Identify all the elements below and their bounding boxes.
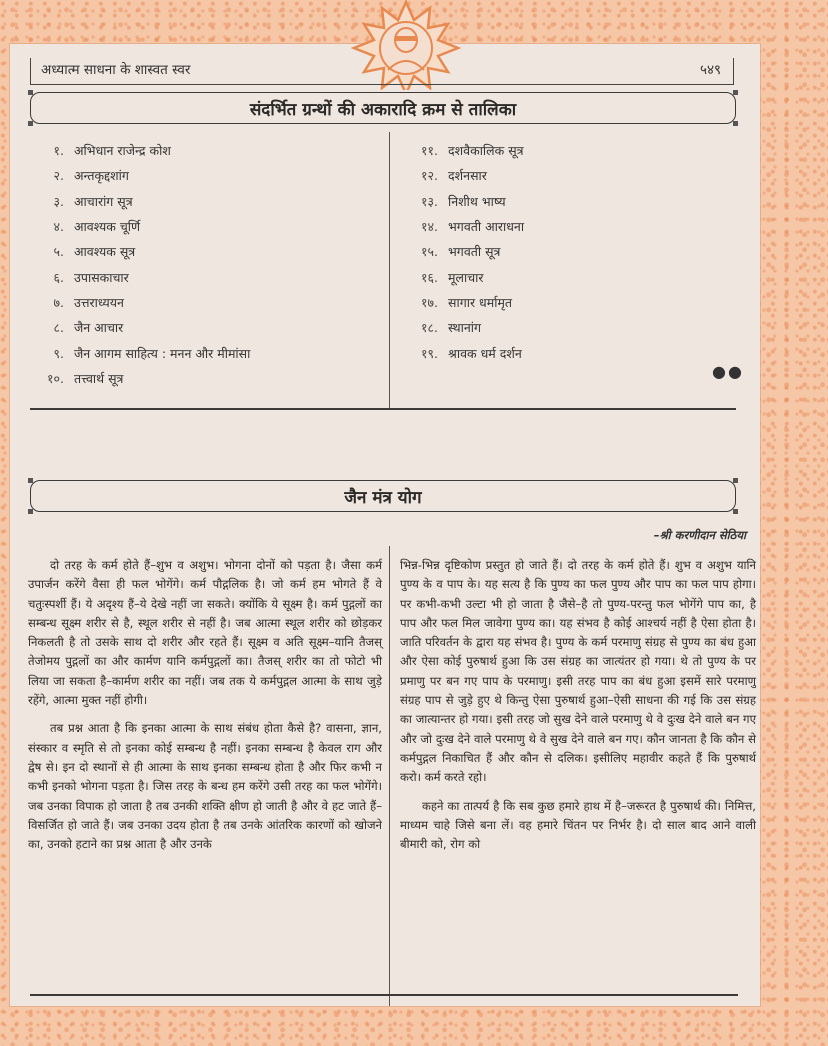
reference-number: १३.: [421, 193, 438, 209]
reference-item: [24, 239, 382, 264]
reference-item: [398, 290, 738, 315]
paragraph: भिन्न-भिन्न दृष्टिकोण प्रस्तुत हो जाते हैं। दो तरह के कर्म होते हैं। शुभ व अशुभ यानि पुण्य के व पाप के। यह सत्य है कि पुण्य का फल पुण्य और पाप का फल पाप होगा। पर कभी-कभी उल्टा भी हो जाता है जैसे–है तो पुण्य-परन्तु फल भोगेंगे पाप का, है पाप और फल मिल जावेगा पुण्य का। यह संभव है कोई आश्चर्य नहीं है ऐसा होता है। जाति परिवर्तन के द्वारा यह संभव है। पुण्य के कर्म परमाणु संग्रह से पुण्य का बंध हुआ और ऐसा कोई पुरुषार्थ हुआ कि उस संग्रह का जात्यंतर हो गया। थे तो पुण्य के पर प्रमाणु पर बन गए पाप के परमाणु। इसी तरह पाप का बंध हुआ इसमें सारे परमाणु संग्रह पाप से जुड़े हुए थे किन्तु ऐसा पुरुषार्थ हुआ–ऐसी साधना की गई कि उस संग्रह का जात्यान्तर हो गया। इसी तरह जो सुख देने वाले परमाणु थे वे दुःख देने वाले बन गए और जो दुःख देने वाले परमाणु थे वे सुख देने वाले बन गए। कौन जानता है कि कौन से कर्मपुद्गल निकाचित हैं और कौन से दलिक। इसीलिए महावीर कहते हैं कि पुरुषार्थ करो। कर्म करते रहो।: [400, 558, 756, 785]
reference-title: भगवती आराधना: [448, 219, 525, 235]
reference-number: १.: [53, 143, 64, 159]
reference-item: [24, 138, 382, 163]
article-column-left: [28, 556, 382, 863]
horizontal-rule: [30, 408, 736, 410]
reference-item: [24, 214, 382, 239]
reference-number: १७.: [421, 294, 438, 310]
reference-title: श्रावक धर्म दर्शन: [448, 345, 522, 361]
reference-title: सागार धर्मामृत: [448, 294, 513, 310]
reference-title: आवश्यक चूर्णि: [74, 219, 141, 235]
reference-title: आचारांग सूत्र: [74, 193, 133, 209]
reference-title: भगवती सूत्र: [448, 244, 501, 260]
corner-ornament: [28, 121, 33, 126]
reference-list-left: [24, 138, 382, 391]
book-page: [10, 44, 760, 1006]
book-title: अध्यात्म साधना के शास्वत स्वर: [41, 62, 191, 78]
reference-item: [398, 239, 738, 264]
reference-number: १९.: [421, 345, 438, 361]
reference-number: ७.: [53, 294, 64, 310]
reference-title: दर्शनसार: [448, 168, 487, 184]
reference-item: [24, 366, 382, 391]
reference-title: मूलाचार: [448, 269, 484, 285]
reference-number: ११.: [421, 143, 438, 159]
corner-ornament: [733, 90, 738, 95]
reference-number: ९.: [53, 345, 64, 361]
reference-number: ५.: [53, 244, 64, 260]
corner-ornament: [28, 90, 33, 95]
corner-ornament: [28, 509, 33, 514]
reference-number: १५.: [421, 244, 438, 260]
reference-number: २.: [53, 168, 64, 184]
reference-number: १८.: [421, 320, 438, 336]
reference-title: आवश्यक सूत्र: [74, 244, 136, 260]
references-heading: संदर्भित ग्रन्थों की अकारादि क्रम से तालिका: [249, 99, 517, 120]
reference-item: [398, 189, 738, 214]
reference-item: [24, 315, 382, 340]
corner-ornament: [733, 509, 738, 514]
reference-title: दशवैकालिक सूत्र: [448, 143, 524, 159]
reference-number: १०.: [47, 370, 64, 386]
reference-list-right: [398, 138, 738, 366]
reference-title: जैन आगम साहित्य : मनन और मीमांसा: [74, 345, 251, 361]
horizontal-rule: [30, 994, 738, 996]
reference-item: [24, 264, 382, 289]
reference-number: ४.: [53, 219, 64, 235]
reference-item: [398, 264, 738, 289]
reference-title: उत्तराध्ययन: [74, 294, 124, 310]
corner-ornament: [733, 121, 738, 126]
reference-number: १२.: [421, 168, 438, 184]
column-divider: [389, 546, 390, 1006]
paragraph: दो तरह के कर्म होते हैं–शुभ व अशुभ। भोगना दोनों को पड़ता है। जैसा कर्म उपार्जन करेंगे वैसा ही फल भोगेंगे। कर्म पौद्गलिक है। जो कर्म हम भोगते हैं वे चतुःस्पर्शी हैं। ये अदृश्य हैं–ये देखे नहीं जा सकते। क्योंकि ये सूक्ष्म है। कर्म पुद्गलों का सम्बन्ध सूक्ष्म शरीर से है, स्थूल शरीर से नहीं है। जब आत्मा स्थूल शरीर को छोड़कर निकलती है तो उसके साथ दो शरीर और रहते हैं। सूक्ष्म व अति सूक्ष्म–यानि तैजस् तेजोमय पुद्गलों का और कार्मण यानि कर्मपुद्गलों का। तैजस् शरीर का तो फोटो भी लिया जा सकता है–कार्मण शरीर का नहीं। जब तक ये कर्मपुद्गल आत्मा के साथ जुड़े रहेंगे, आत्मा मुक्त नहीं होगी।: [28, 558, 382, 708]
reference-item: [398, 214, 738, 239]
reference-title: निशीथ भाष्य: [448, 193, 506, 209]
reference-title: तत्त्वार्थ सूत्र: [74, 370, 124, 386]
corner-ornament: [733, 478, 738, 483]
reference-item: [398, 340, 738, 365]
reference-item: [24, 340, 382, 365]
reference-item: [24, 163, 382, 188]
corner-ornament: [28, 478, 33, 483]
reference-title: अन्तकृद्दशांग: [74, 168, 129, 184]
page-number: ५४९: [699, 62, 721, 78]
reference-title: स्थानांग: [448, 320, 482, 336]
reference-item: [398, 163, 738, 188]
reference-title: उपासकाचार: [74, 269, 129, 285]
reference-number: १६.: [421, 269, 438, 285]
article-author: –श्री करणीदान सेठिया: [653, 528, 746, 542]
paragraph: तब प्रश्न आता है कि इनका आत्मा के साथ संबंध होता कैसे है? वासना, ज्ञान, संस्कार व स्मृति से तो इनका कोई सम्बन्ध है नहीं। इनका सम्बन्ध है केवल राग और द्वेष से। इन दो स्थानों से ही आत्मा के साथ इनका सम्बन्ध होता है और फिर कभी न कभी इनको भोगना पड़ता है। जिस तरह के बन्ध हम करेंगे उसी तरह का फल भोगेंगे। जब उनका विपाक हो जाता है तब उनकी शक्ति क्षीण हो जाती है और वे हट जाते हैं–विसर्जित हो जाते हैं। जब उनका उदय होता है तब उनके आंतरिक कारणों को खोजने का, उनको हटाने का प्रश्न आता है और उनके: [28, 721, 382, 852]
reference-number: ६.: [53, 269, 64, 285]
paragraph: कहने का तात्पर्य है कि सब कुछ हमारे हाथ में है–जरूरत है पुरुषार्थ की। निमित्त, माध्यम चाहे जिसे बना लें। वह हमारे चिंतन पर निर्भर है। दो साल बाद आने वाली बीमारी को, रोग को: [400, 798, 756, 852]
column-divider: [389, 132, 390, 408]
reference-title: अभिधान राजेन्द्र कोश: [74, 143, 171, 159]
reference-item: [398, 315, 738, 340]
references-heading-box: [30, 92, 736, 124]
article-column-right: [400, 556, 756, 863]
section-end-mark: ●●: [712, 362, 744, 381]
reference-item: [24, 189, 382, 214]
article-title: जैन मंत्र योग: [344, 487, 422, 508]
reference-number: ३.: [53, 193, 64, 209]
reference-item: [398, 138, 738, 163]
article-title-box: [30, 480, 736, 512]
reference-item: [24, 290, 382, 315]
reference-number: ८.: [53, 320, 64, 336]
running-header: [30, 58, 734, 85]
reference-title: जैन आचार: [74, 320, 124, 336]
reference-number: १४.: [421, 219, 438, 235]
